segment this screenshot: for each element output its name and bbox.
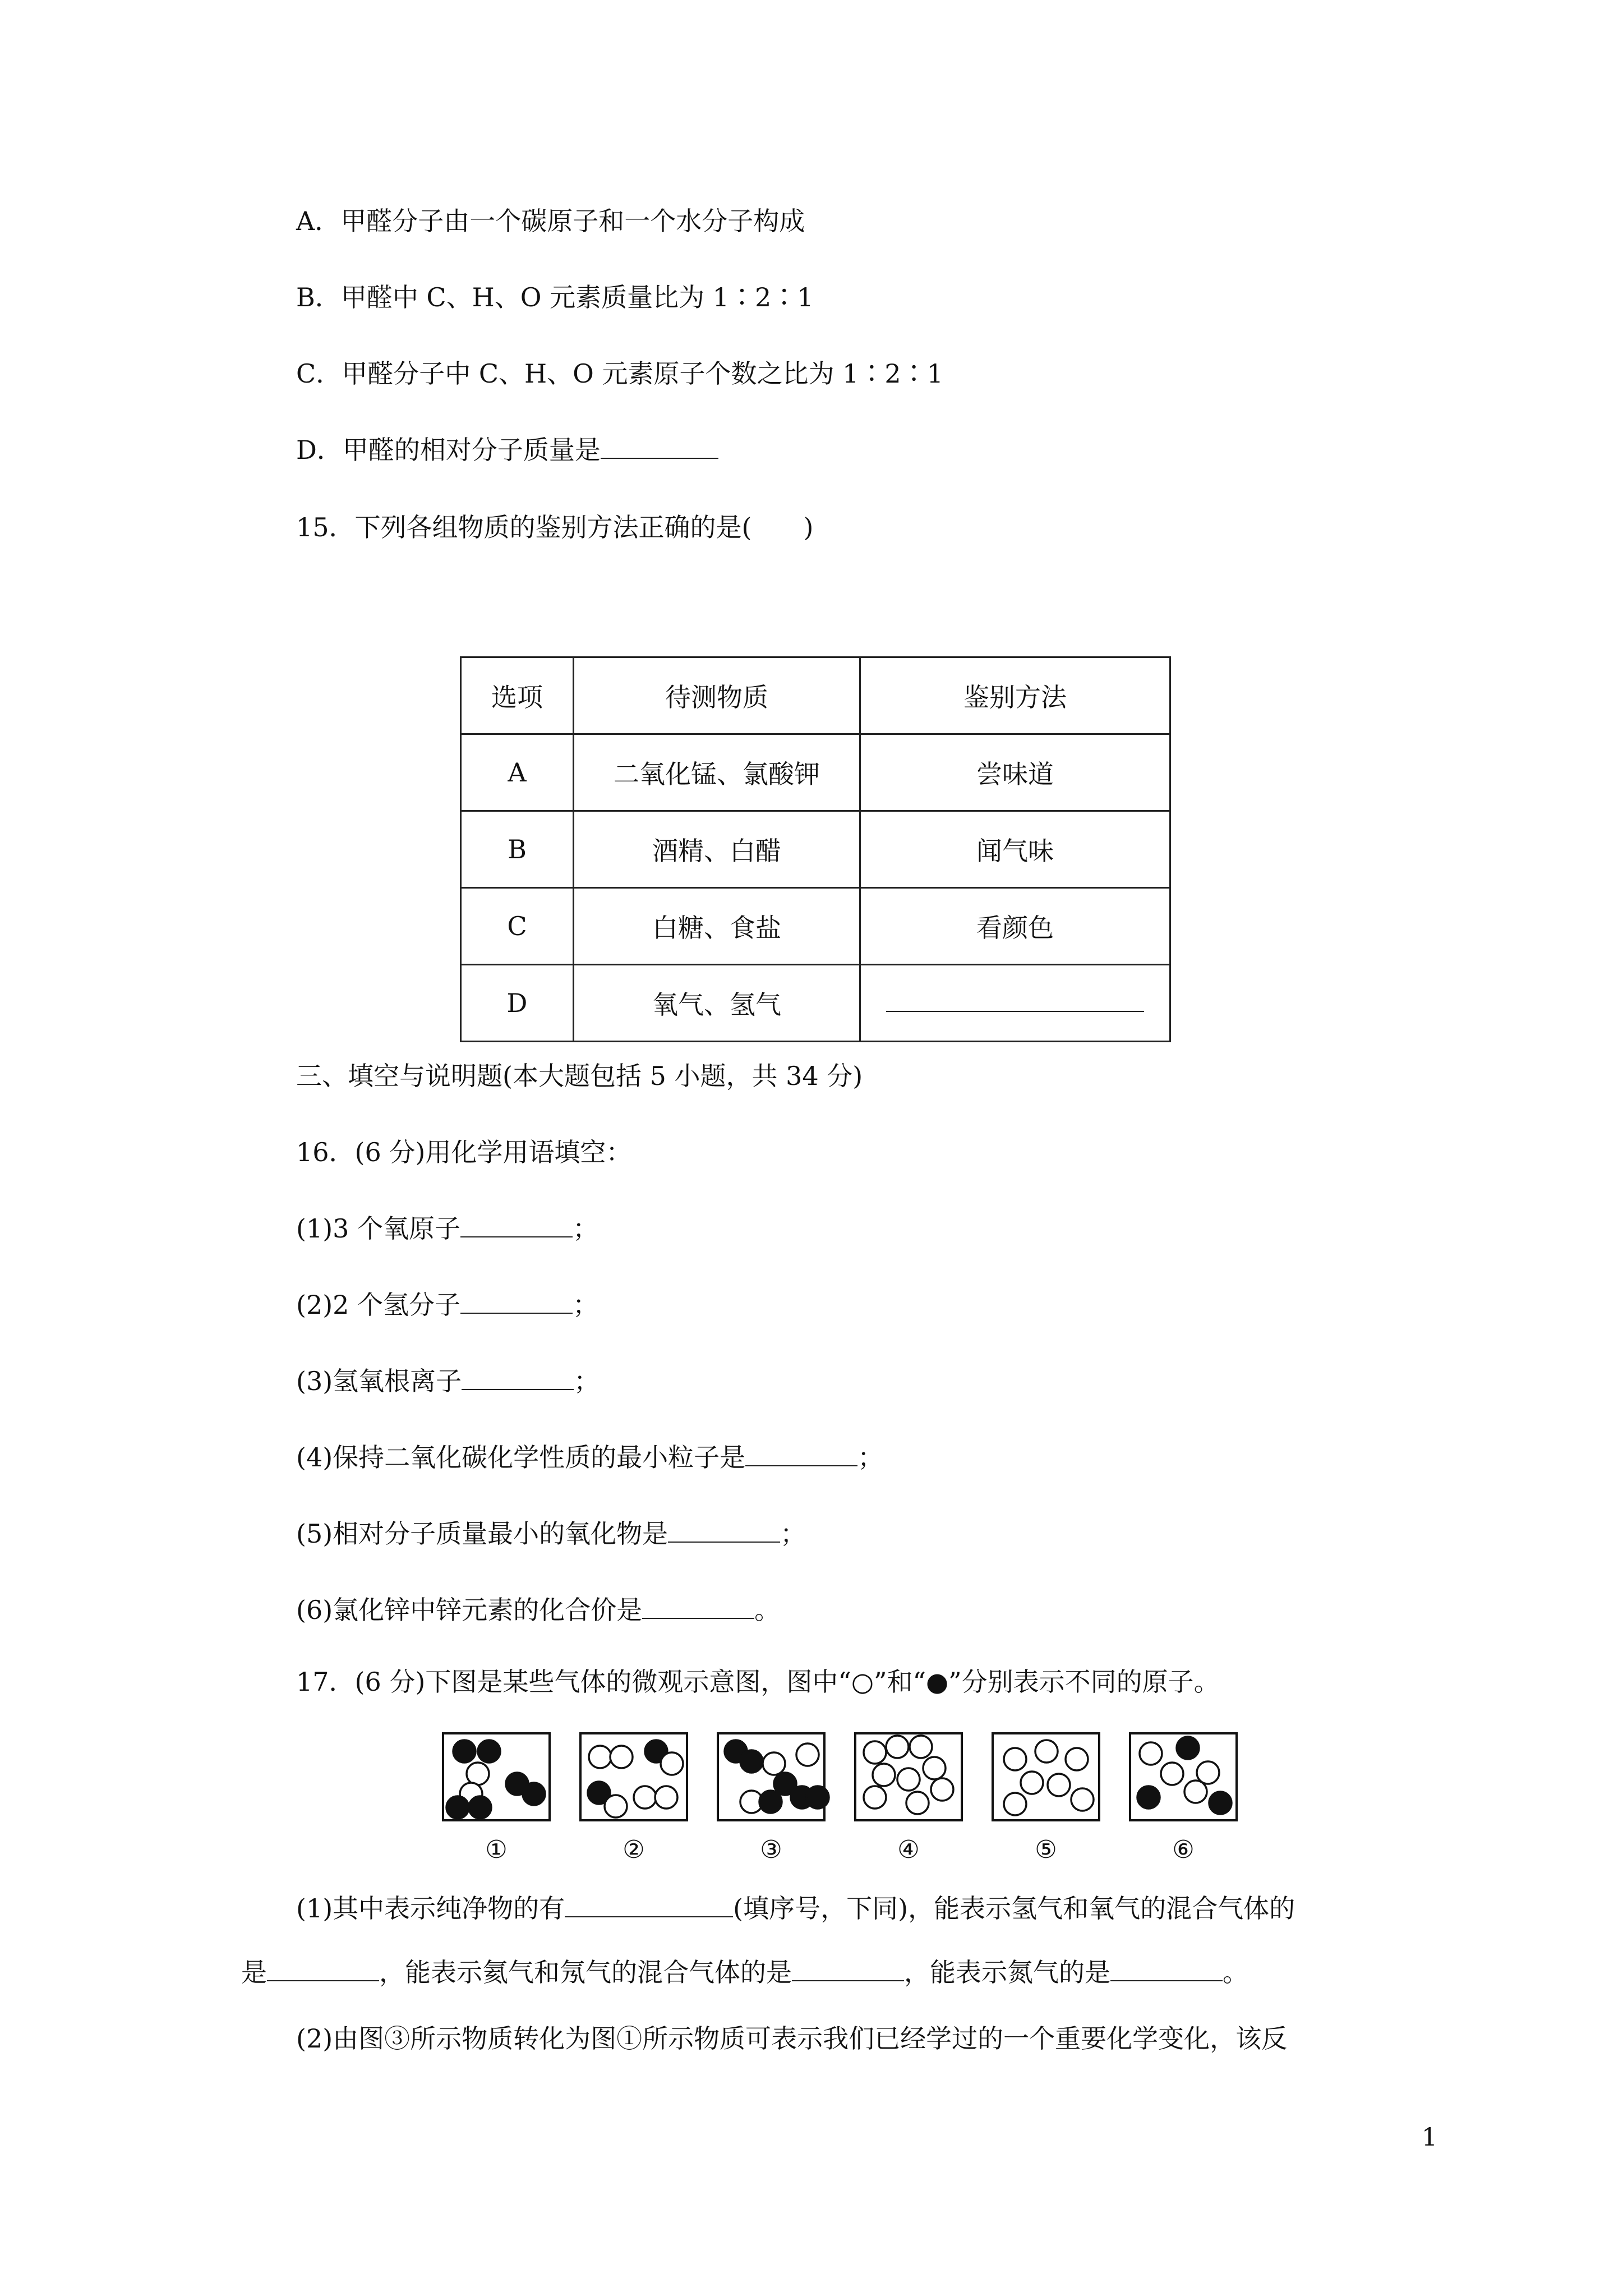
diagram-label: ③: [760, 1835, 782, 1864]
table-cell-method: 看颜色: [860, 888, 1170, 965]
table-cell-method: 尝味道: [860, 734, 1170, 811]
table-header-row: [461, 657, 1170, 734]
q14-option-c: C．甲醛分子中 C、H、O 元素原子个数之比为 1∶2∶1: [296, 358, 943, 389]
page-number: 1: [1422, 2123, 1437, 2152]
diagram-label: ⑤: [1035, 1835, 1057, 1864]
diagram-label: ④: [897, 1835, 920, 1864]
table-cell-substances: 酒精、白醋: [574, 811, 860, 888]
answer-blank[interactable]: [886, 994, 1144, 1012]
table-cell-option: A: [461, 734, 574, 811]
answer-blank[interactable]: [460, 1290, 573, 1314]
q16-item-2: (2)2 个氢分子 ；: [296, 1290, 599, 1320]
table-cell-substances: 二氧化锰、氯酸钾: [574, 734, 860, 811]
table-cell-option: C: [461, 888, 574, 965]
q14-option-a: A．甲醛分子由一个碳原子和一个水分子构成: [296, 206, 805, 236]
q17-part2-line1: (2)由图③所示物质转化为图①所示物质可表示我们已经学过的一个重要化学变化，该反: [296, 2023, 1288, 2054]
table-cell-substances: 氧气、氢气: [574, 965, 860, 1042]
diagram-label: ⑥: [1172, 1835, 1195, 1864]
answer-blank[interactable]: [642, 1595, 754, 1619]
q16-item-1: (1)3 个氧原子 ；: [296, 1213, 599, 1244]
table-header: 待测物质: [574, 657, 860, 734]
q17-stem: 17．(6 分)下图是某些气体的微观示意图，图中“○”和“●”分别表示不同的原子。: [296, 1667, 1220, 1697]
q17-part1-line2: 是 ，能表示氦气和氖气的混合气体的是 ，能表示氮气的是 。: [241, 1957, 1248, 1987]
q16-stem: 16．(6 分)用化学用语填空：: [296, 1137, 632, 1167]
gas-particle-diagram: [437, 1728, 1256, 1874]
table-row: [461, 734, 1170, 811]
q17-part1-line1: (1)其中表示纯净物的有 (填序号，下同)，能表示氢气和氧气的混合气体的: [296, 1893, 1295, 1924]
table-cell-option: B: [461, 811, 574, 888]
table-cell-method: 闻气味: [860, 811, 1170, 888]
q15-stem: 15．下列各组物质的鉴别方法正确的是( ): [296, 512, 814, 542]
answer-blank[interactable]: [460, 1214, 573, 1237]
q16-item-4: (4)保持二氧化碳化学性质的最小粒子是 ；: [296, 1442, 884, 1473]
answer-blank[interactable]: [668, 1519, 780, 1543]
table-header: 选项: [461, 657, 574, 734]
table-cell-method: [860, 965, 1170, 1042]
diagram-label: ①: [485, 1835, 508, 1864]
table-row: [461, 965, 1170, 1042]
answer-blank[interactable]: [1110, 1958, 1223, 1981]
answer-blank[interactable]: [462, 1366, 574, 1390]
q15-table: [460, 656, 1171, 1042]
q16-item-5: (5)相对分子质量最小的氧化物是 ；: [296, 1519, 806, 1549]
q16-item-6: (6)氯化锌中锌元素的化合价是 。: [296, 1595, 781, 1625]
table-cell-substances: 白糖、食盐: [574, 888, 860, 965]
answer-blank[interactable]: [601, 435, 718, 459]
q14-option-b: B．甲醛中 C、H、O 元素质量比为 1∶2∶1: [296, 282, 814, 312]
section-title: 三、填空与说明题(本大题包括 5 小题，共 34 分): [296, 1061, 863, 1091]
answer-blank[interactable]: [792, 1958, 904, 1981]
answer-blank[interactable]: [745, 1443, 857, 1466]
q16-item-3: (3)氢氧根离子 ；: [296, 1366, 600, 1396]
q14-option-d: D．甲醛的相对分子质量是: [296, 433, 718, 467]
table-cell-option: D: [461, 965, 574, 1042]
answer-blank[interactable]: [565, 1894, 733, 1917]
diagram-label: ②: [623, 1835, 645, 1864]
table-header: 鉴别方法: [860, 657, 1170, 734]
table-row: [461, 888, 1170, 965]
answer-blank[interactable]: [267, 1958, 379, 1981]
table-row: [461, 811, 1170, 888]
